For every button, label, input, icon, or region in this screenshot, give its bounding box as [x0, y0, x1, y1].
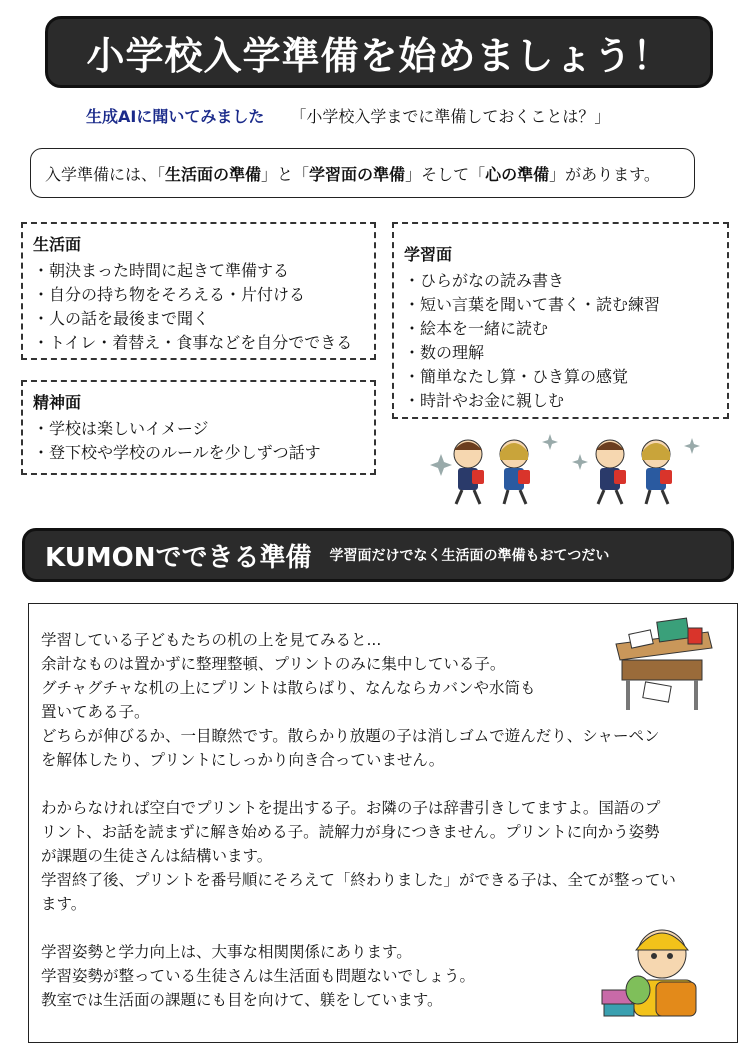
paragraph-line: わからなければ空白でプリントを提出する子。お隣の子は辞書引きしてますよ。国語のプ [41, 799, 661, 817]
list-item: ・朝決まった時間に起きて準備する [33, 261, 290, 280]
list-item: ・登下校や学校のルールを少しずつ話す [33, 443, 321, 462]
list-item: ・簡単なたし算・ひき算の感覚 [404, 367, 629, 386]
list-item: ・人の話を最後まで聞く [33, 309, 210, 328]
boy-student-figure [596, 440, 626, 504]
ai-label: 生成AIに聞いてみました [86, 107, 265, 126]
kumon-title: KUMONでできる準備 [45, 542, 312, 573]
study-box [392, 222, 729, 419]
intro-text: 」があります。 [549, 164, 660, 184]
intro-box [30, 148, 695, 198]
study-list [404, 269, 717, 413]
mind-heading: 精神面 [33, 393, 82, 412]
paragraph-line: 余計なものは置かずに整理整頓、プリントのみに集中している子。 [41, 655, 506, 673]
intro-emphasis: 学習面の準備 [309, 164, 406, 184]
girl-student-figure [642, 440, 672, 504]
paragraph-line: を解体したり、プリントにしっかり向き合っていません。 [41, 751, 445, 769]
paragraph-line: 教室では生活面の課題にも目を向けて、躾をしています。 [41, 991, 443, 1009]
paragraph-line: 学習している子どもたちの机の上を見てみると... [41, 631, 382, 649]
list-item: ・短い言葉を聞いて書く・読む練習 [404, 295, 661, 314]
messy-desk-illustration [608, 614, 718, 714]
list-item: ・絵本を一緒に読む [404, 319, 549, 338]
intro-text: 」そして「 [405, 164, 486, 184]
life-heading: 生活面 [33, 235, 82, 254]
paragraph-line: 置いてある子。 [41, 703, 150, 721]
walking-children-illustration [428, 432, 700, 510]
paragraph-line: 学習終了後、プリントを番号順にそろえて「終わりました」ができる子は、全てが整ってい [41, 871, 676, 889]
title-banner [45, 16, 713, 88]
list-item: ・自分の持ち物をそろえる・片付ける [33, 285, 306, 304]
list-item: ・トイレ・着替え・食事などを自分でできる [33, 333, 353, 352]
boy-student-figure [454, 440, 484, 504]
paragraph-line: ます。 [41, 895, 87, 913]
intro-emphasis: 生活面の準備 [165, 164, 262, 184]
list-item: ・時計やお金に親しむ [404, 391, 565, 410]
paragraph-line: どちらが伸びるか、一目瞭然です。散らかり放題の子は消しゴムで遊んだり、シャーペン [41, 727, 660, 745]
life-box [21, 222, 376, 360]
life-list [33, 259, 364, 355]
paragraph-line: が課題の生徒さんは結構います。 [41, 847, 273, 865]
paragraph-line: リント、お話を読まずに解き始める子。読解力が身につきません。プリントに向かう姿勢 [41, 823, 660, 841]
ai-question: 「小学校入学までに準備しておくことは？」 [290, 107, 611, 126]
intro-emphasis: 心の準備 [485, 164, 550, 184]
list-item: ・学校は楽しいイメージ [33, 419, 209, 438]
mind-box [21, 380, 376, 475]
kumon-subtitle: 学習面だけでなく生活面の準備もおてつだい [329, 548, 610, 564]
boy-packing-bag-illustration [596, 920, 716, 1030]
list-item: ・数の理解 [404, 343, 485, 362]
study-heading: 学習面 [404, 245, 453, 264]
kumon-section-banner [22, 528, 734, 582]
intro-text: 入学準備には、「 [45, 164, 166, 184]
page-title: 小学校入学準備を始めましょう！ [86, 33, 672, 78]
mind-list [33, 417, 364, 465]
intro-text: 」と「 [261, 164, 310, 184]
paragraph-line: 学習姿勢と学力向上は、大事な相関関係にあります。 [41, 943, 412, 961]
paragraph-line: グチャグチャな机の上にプリントは散らばり、なんならカバンや水筒も [41, 679, 536, 697]
girl-student-figure [500, 440, 530, 504]
list-item: ・ひらがなの読み書き [404, 271, 565, 290]
ai-question-line [86, 104, 610, 127]
paragraph-line: 学習姿勢が整っている生徒さんは生活面も問題ないでしょう。 [41, 967, 476, 985]
